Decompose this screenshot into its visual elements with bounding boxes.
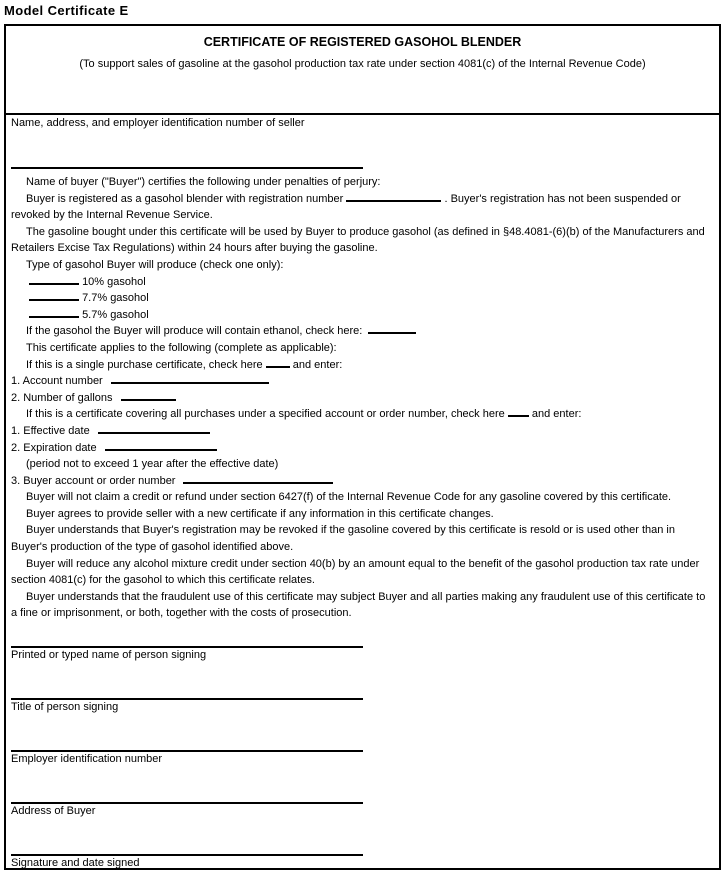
order-number-blank (183, 475, 333, 484)
new-certificate-paragraph: Buyer agrees to provide seller with a new certificate if any information in this certificate changes. (26, 507, 494, 520)
single-purchase-post: and enter: (292, 358, 343, 371)
address-label: Address of Buyer (11, 805, 96, 818)
registration-number-blank (346, 193, 441, 202)
certificate-form (4, 24, 721, 870)
gasohol-77-check-blank (29, 292, 79, 301)
effective-date-item (11, 423, 714, 440)
single-purchase-check-blank (266, 359, 290, 368)
signature-block-printed-name (11, 646, 714, 698)
certificate-subtitle: (To support sales of gasoline at the gasohol production tax rate under section 4081(c) of the Internal Revenue Code) (79, 58, 646, 70)
seller-field-label: Name, address, and employer identification number of seller (11, 117, 305, 129)
ethanol-check-blank (368, 325, 416, 334)
account-number-label: 1. Account number (11, 375, 103, 388)
credit-reduction-paragraph: Buyer will reduce any alcohol mixture credit under section 40(b) by an amount equal to the benefit of the gasohol production tax rate under section 4081(c) for the gasohol to which this certificate relates. (11, 557, 700, 587)
gasohol-10-check-blank (29, 276, 79, 285)
title-label: Title of person signing (11, 701, 119, 714)
gallons-item (11, 390, 714, 407)
signature-block-address (11, 802, 714, 854)
account-number-item (11, 373, 714, 390)
covering-post: and enter: (531, 408, 582, 421)
effective-date-label: 1. Effective date (11, 424, 90, 437)
signature-block-title (11, 698, 714, 750)
single-purchase-pre: If this is a single purchase certificate, check here (26, 358, 263, 371)
gasohol-57-check-blank (29, 309, 79, 318)
single-purchase-line (11, 357, 714, 374)
gasohol-10-option-label: 10% gasohol (82, 275, 146, 288)
gasohol-77-option (11, 290, 714, 307)
applies-line: This certificate applies to the following (complete as applicable): (26, 341, 337, 354)
certificate-body (11, 174, 714, 622)
gasohol-57-option (11, 307, 714, 324)
seller-info-write-area (11, 71, 714, 113)
gasohol-77-option-label: 7.7% gasohol (82, 292, 149, 305)
gasoline-use-statement: The gasoline bought under this certificate will be used by Buyer to produce gasohol (as defined in §48.4081-(6)(b) of the Manufacturers and Retailers Excise Tax Regulations) within 24 hours after buying the gasoline. (11, 225, 705, 255)
certificate-title: CERTIFICATE OF REGISTERED GASOHOL BLENDER (203, 35, 522, 49)
registration-statement (11, 191, 714, 224)
order-number-label: 3. Buyer account or order number (11, 474, 176, 487)
covering-pre: If this is a certificate covering all purchases under a specified account or order number, check here (26, 408, 505, 421)
covering-line (11, 406, 714, 423)
signature-block-ein (11, 750, 714, 802)
effective-date-blank (98, 425, 210, 434)
expiration-date-blank (105, 442, 217, 451)
seller-divider-line (6, 113, 719, 115)
signature-block-signature (11, 854, 714, 870)
expiration-date-label: 2. Expiration date (11, 441, 97, 454)
expiration-date-item (11, 440, 714, 457)
registration-statement-pre: Buyer is registered as a gasohol blender with registration number (26, 192, 344, 205)
fraudulent-use-paragraph: Buyer understands that the fraudulent use of this certificate may subject Buyer and all parties making any fraudulent use of this certificate to a fine or imprisonment, or both, together with the costs of prosecution. (11, 590, 706, 620)
buyer-name-line (11, 167, 363, 169)
gasohol-type-header: Type of gasohol Buyer will produce (check one only): (26, 258, 284, 271)
revocation-paragraph: Buyer understands that Buyer's registration may be revoked if the gasoline covered by this certificate is resold or is used other than in Buyer's production of the type of gasohol identified above. (11, 524, 675, 554)
registration-statement-post: . Buyer's registration has not been suspended or revoked by the Internal Revenue Service. (11, 192, 681, 222)
period-note: (period not to exceed 1 year after the effective date) (26, 458, 279, 471)
covering-check-blank (508, 408, 529, 417)
account-number-blank (111, 375, 269, 384)
ethanol-check-label: If the gasohol the Buyer will produce will contain ethanol, check here: (26, 325, 363, 338)
perjury-statement: Name of buyer ("Buyer") certifies the following under penalties of perjury: (26, 176, 381, 188)
printed-name-label: Printed or typed name of person signing (11, 649, 207, 662)
ethanol-check-line (11, 323, 714, 340)
signature-label: Signature and date signed (11, 857, 140, 870)
gasohol-57-option-label: 5.7% gasohol (82, 308, 149, 321)
gallons-label: 2. Number of gallons (11, 391, 113, 404)
no-credit-paragraph: Buyer will not claim a credit or refund under section 6427(f) of the Internal Revenue Code for any gasoline covered by this certificate. (26, 491, 672, 504)
gasohol-10-option (11, 274, 714, 291)
order-number-item (11, 473, 714, 490)
buyer-name-write-area (11, 130, 714, 167)
signature-section-gap (11, 622, 714, 646)
gallons-blank (121, 392, 176, 401)
page-title: Model Certificate E (4, 3, 129, 18)
ein-label: Employer identification number (11, 753, 163, 766)
